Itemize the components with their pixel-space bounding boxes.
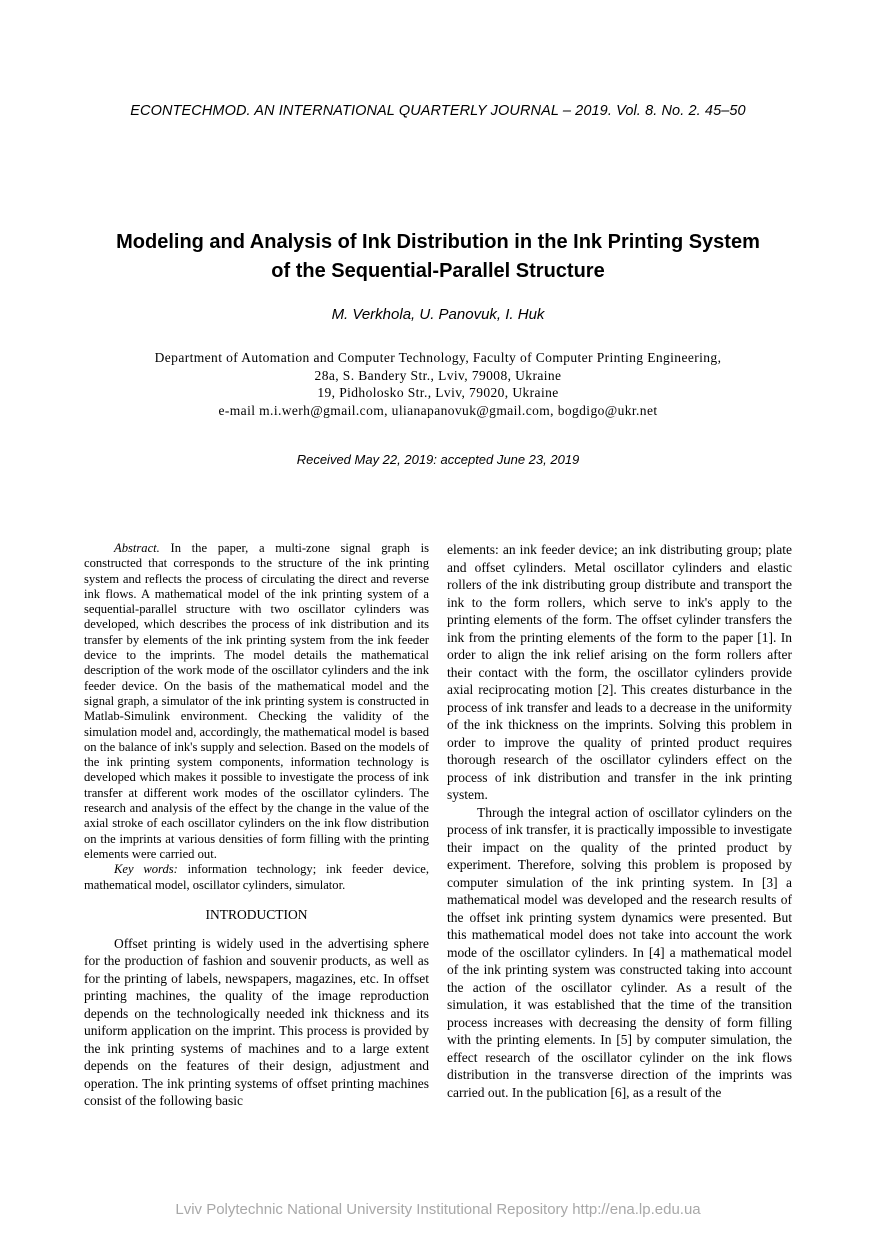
- column-left: [84, 541, 429, 1110]
- body-paragraph-through-integral-action: Through the integral action of oscillator cylinders on the process of ink transfer, it is practically impossible to investigate their impact on the quality of the printed product by experiment. Therefore, solving this problem is proposed by computer simulation of the ink printing system. In [3] a mathematical model was developed and the research results of the offset ink printing system dynamics were presented. But this mathematical model does not take into account the work mode of the oscillator cylinders. In [4] a mathematical model of the ink printing system was constructed taking into account the action of the oscillator cylinder. As a result of the simulation, it was established that the time of the transition process increases with decreasing the density of form filling with the printing elements. In [5] by computer simulation, the effect research of the oscillator cylinder on the ink flows distribution in the transverse direction of the imprints was carried out. In the publication [6], as a result of the: [447, 804, 792, 1100]
- affiliation-block: [0, 349, 876, 419]
- footer-repository-note: Lviv Polytechnic National University Institutional Repository http://ena.lp.edu.ua: [175, 1201, 701, 1218]
- authors-line: M. Verkhola, U. Panovuk, I. Huk: [331, 306, 545, 323]
- column-right: [447, 541, 792, 1110]
- keywords-paragraph: [84, 862, 429, 893]
- paper-title: [60, 228, 816, 286]
- abstract-text: In the paper, a multi-zone signal graph is constructed that corresponds to the structure of the ink printing system and reflects the process of circulating the direct and reverse ink flows. A mathematical model of the ink printing system of a sequential-parallel structure with two oscillator cylinders was developed, which describes the process of ink distribution and its transfer by elements of the ink printing system from the ink feeder device to the imprints. The model details the mathematical description of the work mode of the oscillator cylinders and the ink feeder device. On the basis of the mathematical model and the signal graph, a simulator of the ink printing system is constructed in Matlab-Simulink environment. Checking the validity of the simulation model and, accordingly, the mathematical model is based on the balance of ink's supply and selection. Based on the models of the ink printing system components, information technology is developed which makes it possible to investigate the process of ink transfer at different work modes of the oscillator cylinders. The research and analysis of the effect by the change in the value of the axial stroke of each oscillator cylinders on the ink flow distribution on the imprints at various densities of form filling with the printing elements were carried out.: [84, 541, 429, 861]
- paper-title-line2: of the Sequential-Parallel Structure: [271, 260, 605, 282]
- affiliation-line-department: Department of Automation and Computer Technology, Faculty of Computer Printing Engineering,: [154, 350, 722, 365]
- abstract-label: Abstract.: [114, 541, 160, 555]
- paper-title-line1: Modeling and Analysis of Ink Distribution in the Ink Printing System: [116, 231, 760, 253]
- keywords-label: Key words:: [114, 862, 178, 877]
- abstract-paragraph: [84, 541, 429, 862]
- affiliation-line-address1: 28a, S. Bandery Str., Lviv, 79008, Ukraine: [314, 367, 562, 383]
- keywords-text: information technology; ink feeder device, mathematical model, oscillator cylinders, simulator.: [84, 862, 429, 892]
- intro-paragraph: Offset printing is widely used in the advertising sphere for the production of fashion and souvenir products, as well as for the printing of labels, newspapers, magazines, etc. In offset printing machines, the quality of the image reproduction depends on the technologically needed ink thickness and its uniform application on the imprint. This process is provided by the ink printing systems of machines and to a large extent depends on the features of their design, adjustment and operation. The ink printing systems of offset printing machines consist of the following basic: [84, 935, 429, 1109]
- body-paragraph-elements: elements: an ink feeder device; an ink distributing group; plate and offset cylinders. Metal oscillator cylinders and elastic rollers of the ink distributing group distribute and transport the ink to the form rollers, which serve to ink's apply to the printing elements of the form. The offset cylinder transfers the ink from the printing elements of the form to the paper [1]. In order to align the ink relief arising on the form rollers after their contact with the form, the oscillator cylinders provide axial reciprocating motion [2]. This creates disturbance in the process of ink transfer and leads to a decrease in the uniformity of the ink thickness on the imprints. Solving this problem in order to improve the quality of printed product requires thorough research of the oscillator cylinders effect on the process of ink distribution and transfer in the ink printing system.: [447, 542, 792, 802]
- received-accepted-line: Received May 22, 2019: accepted June 23, 2019: [296, 452, 580, 467]
- affiliation-line-address2: 19, Pidholosko Str., Lviv, 79020, Ukraine: [317, 385, 559, 400]
- section-heading-introduction: INTRODUCTION: [205, 906, 308, 922]
- journal-header: ECONTECHMOD. AN INTERNATIONAL QUARTERLY JOURNAL – 2019. Vol. 8. No. 2. 45–50: [130, 103, 746, 119]
- affiliation-line-email: e-mail m.i.werh@gmail.com, ulianapanovuk@gmail.com, bogdigo@ukr.net: [218, 402, 658, 418]
- body-columns: [84, 541, 792, 1110]
